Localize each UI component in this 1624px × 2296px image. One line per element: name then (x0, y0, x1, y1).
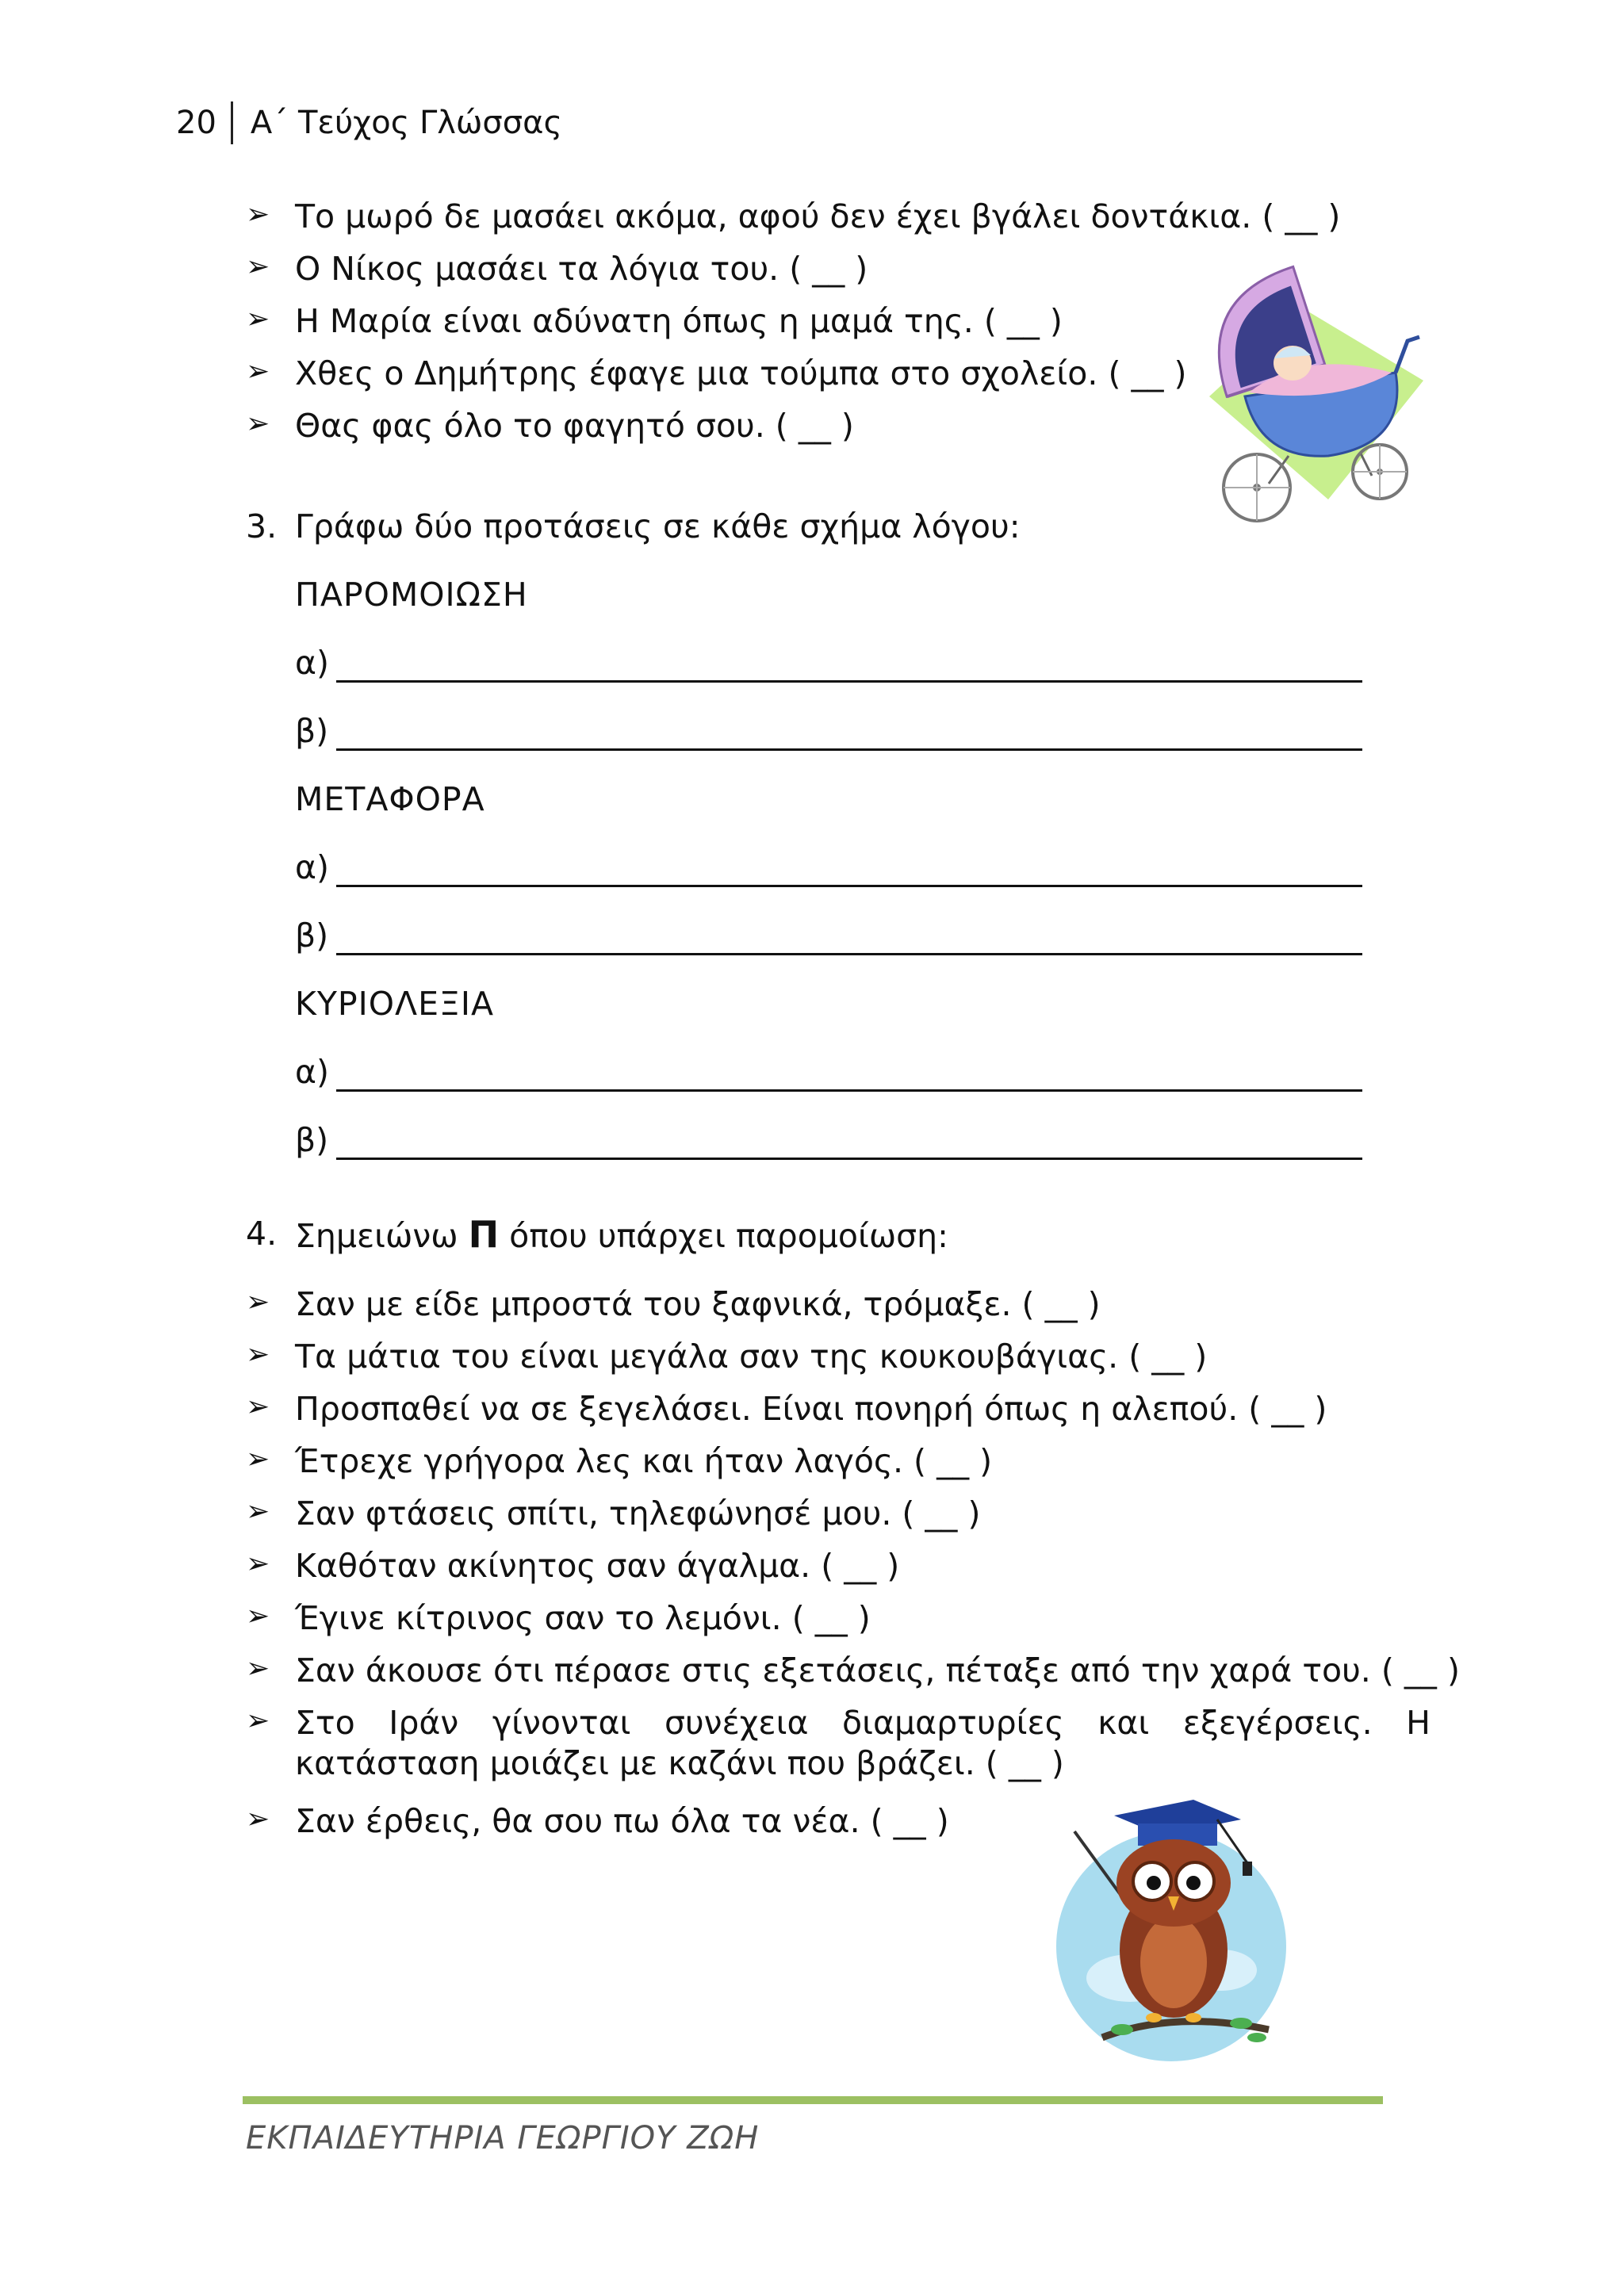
header-divider (231, 101, 233, 144)
arrow-bullet-icon: ➢ (246, 1803, 270, 1835)
answer-blank[interactable] (336, 953, 1362, 955)
section-title-simile: ΠΑΡΟΜΟΙΩΣΗ (295, 576, 528, 614)
arrow-bullet-icon: ➢ (246, 198, 270, 231)
answer-line[interactable]: α) (295, 1053, 1362, 1100)
baby-carriage-illustration (1193, 262, 1431, 531)
answer-line[interactable]: β) (295, 1121, 1362, 1169)
footer-text: ΕΚΠΑΙΔΕΥΤΗΡΙΑ ΓΕΩΡΓΙΟΥ ΖΩΗ (246, 2120, 760, 2156)
exercise-4-number: 4. (246, 1215, 278, 1253)
exercise-4-instruction: Σημειώνω Π όπου υπάρχει παρομοίωση: (295, 1213, 948, 1256)
arrow-bullet-icon: ➢ (246, 303, 270, 335)
answer-line[interactable]: α) (295, 848, 1362, 896)
answer-blank[interactable] (336, 680, 1362, 683)
arrow-bullet-icon: ➢ (246, 1443, 270, 1475)
answer-blank[interactable] (336, 885, 1362, 887)
arrow-bullet-icon: ➢ (246, 251, 270, 283)
section-title-literal: ΚΥΡΙΟΛΕΞΙΑ (295, 985, 495, 1023)
arrow-bullet-icon: ➢ (246, 408, 270, 440)
exercise-3-instruction: Γράφω δύο προτάσεις σε κάθε σχήμα λόγου: (295, 507, 1021, 545)
answer-line[interactable]: β) (295, 712, 1362, 760)
exercise-3-number: 3. (246, 507, 278, 545)
book-title: Α΄ Τεύχος Γλώσσας (250, 105, 562, 141)
arrow-bullet-icon: ➢ (246, 355, 270, 388)
arrow-bullet-icon: ➢ (246, 1600, 270, 1632)
footer-rule (243, 2096, 1383, 2104)
arrow-bullet-icon: ➢ (246, 1286, 270, 1318)
section-title-metaphor: ΜΕΤΑΦΟΡΑ (295, 780, 485, 818)
answer-blank[interactable] (336, 1158, 1362, 1160)
owl-illustration (1043, 1800, 1289, 2061)
arrow-bullet-icon: ➢ (246, 1338, 270, 1371)
page-number: 20 (176, 105, 216, 141)
answer-blank[interactable] (336, 748, 1362, 751)
arrow-bullet-icon: ➢ (246, 1652, 270, 1685)
answer-blank[interactable] (336, 1089, 1362, 1092)
arrow-bullet-icon: ➢ (246, 1548, 270, 1580)
answer-line[interactable]: β) (295, 916, 1362, 964)
page-header (176, 101, 562, 144)
arrow-bullet-icon: ➢ (246, 1495, 270, 1528)
arrow-bullet-icon: ➢ (246, 1391, 270, 1423)
arrow-bullet-icon: ➢ (246, 1705, 270, 1737)
mark-letter: Π (468, 1213, 500, 1256)
answer-line[interactable]: α) (295, 644, 1362, 691)
